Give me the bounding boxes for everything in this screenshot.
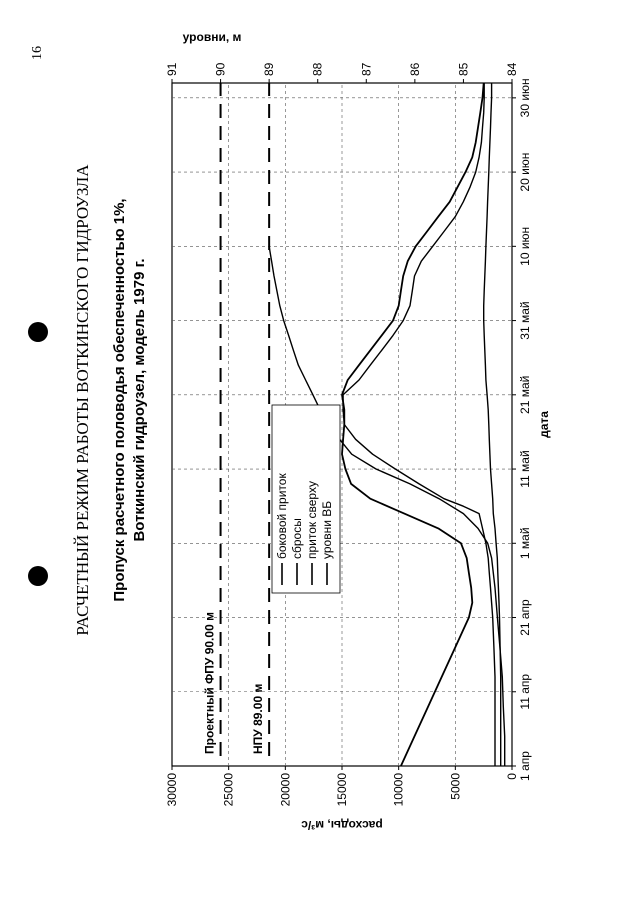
y-left-tick-label: 30000	[165, 773, 179, 807]
chart-title-line-1: Пропуск расчетного половодья обеспеченностью 1%,	[111, 198, 128, 602]
x-tick-label: 11 май	[518, 450, 532, 488]
y-right-tick-label: 84	[505, 62, 519, 76]
y-right-tick-label: 85	[456, 62, 471, 76]
x-tick-label: 1 апр	[518, 751, 532, 781]
series-line	[343, 83, 495, 766]
series-line	[342, 83, 484, 766]
x-tick-label: 20 июн	[518, 152, 532, 192]
y-right-tick-label: 87	[359, 62, 374, 76]
x-tick-label: 11 апр	[518, 673, 532, 710]
legend-entry: сбросы	[290, 518, 304, 559]
y-right-tick-label: 86	[407, 62, 422, 76]
x-tick-label: 30 июн	[518, 78, 532, 118]
fpu-label: Проектный ФПУ 90.00 м	[202, 612, 217, 754]
chart-title-line-2: Воткинский гидроузел, модель 1979 г.	[131, 258, 148, 542]
plot-area	[165, 30, 551, 832]
y-left-axis-label: расходы, м³/с	[301, 818, 383, 832]
legend-entry: боковой приток	[275, 473, 289, 559]
x-tick-label: 31 май	[518, 301, 532, 340]
page-number: 16	[30, 46, 45, 60]
legend-entry: приток сверху	[305, 481, 319, 559]
y-right-tick-label: 90	[213, 62, 228, 76]
y-left-tick-label: 0	[505, 773, 519, 780]
x-tick-label: 21 апр	[518, 599, 532, 636]
series-line	[484, 83, 501, 766]
npu-label: НПУ 89.00 м	[251, 683, 266, 754]
x-tick-label: 1 май	[518, 527, 532, 560]
y-left-tick-label: 10000	[391, 773, 406, 807]
x-tick-label: 10 июн	[518, 226, 532, 266]
page-heading: РАСЧЕТНЫЙ РЕЖИМ РАБОТЫ ВОТКИНСКОГО ГИДРОУЗЛА	[73, 164, 92, 636]
y-right-tick-label: 91	[165, 62, 179, 76]
y-left-tick-label: 15000	[335, 773, 349, 807]
y-left-tick-label: 25000	[221, 773, 236, 807]
x-tick-label: 21 май	[518, 375, 532, 414]
x-axis-label: дата	[537, 411, 551, 438]
y-left-tick-label: 20000	[278, 773, 293, 807]
y-right-axis-label: уровни, м	[182, 30, 242, 44]
y-right-tick-label: 89	[262, 62, 277, 76]
y-left-tick-label: 5000	[448, 773, 463, 800]
y-right-tick-label: 88	[310, 62, 325, 76]
legend-entry: уровни ВБ	[320, 500, 334, 559]
